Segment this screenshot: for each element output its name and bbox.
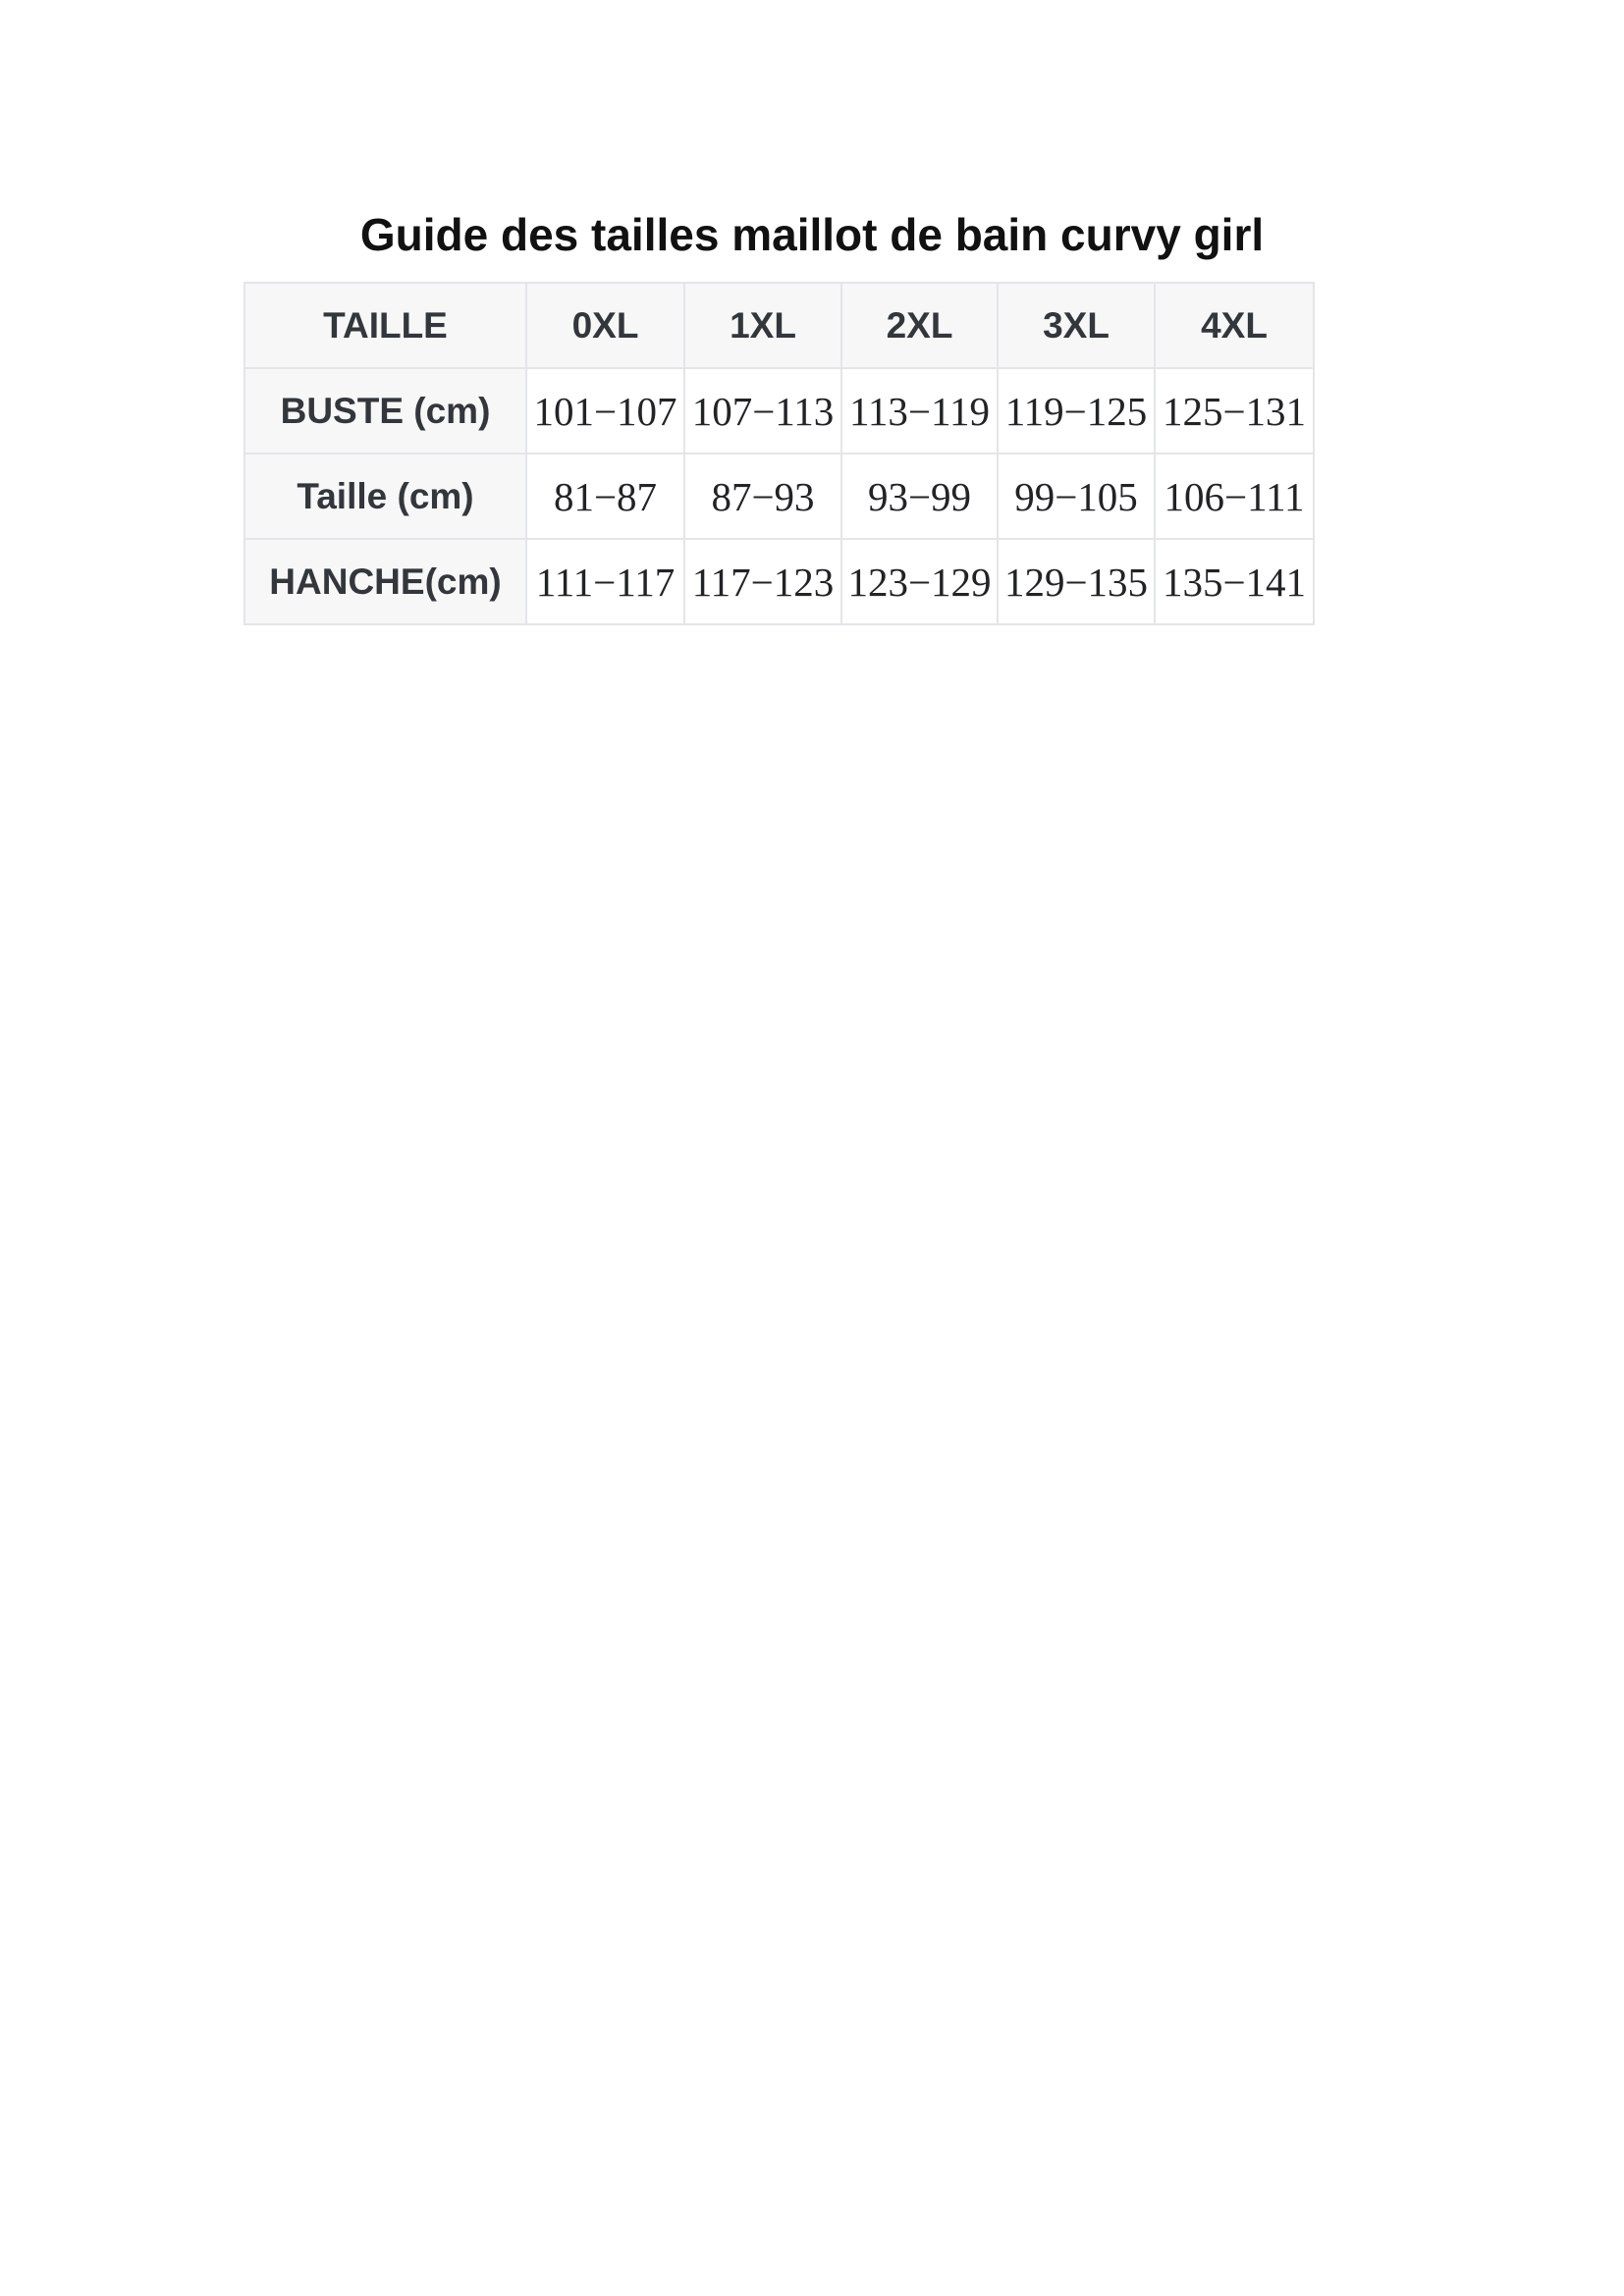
cell-hanche-0xl: 111−117 (526, 539, 684, 624)
cell-buste-0xl: 101−107 (526, 368, 684, 454)
row-label-buste: BUSTE (cm) (244, 368, 526, 454)
cell-taille-4xl: 106−111 (1155, 454, 1314, 539)
cell-hanche-4xl: 135−141 (1155, 539, 1314, 624)
table-header-row (244, 283, 1314, 368)
table-row-buste (244, 368, 1314, 454)
table-row-taille (244, 454, 1314, 539)
row-label-hanche: HANCHE(cm) (244, 539, 526, 624)
cell-taille-1xl: 87−93 (684, 454, 841, 539)
header-cell-taille: TAILLE (244, 283, 526, 368)
header-cell-2xl: 2XL (841, 283, 998, 368)
cell-hanche-2xl: 123−129 (841, 539, 998, 624)
page-title: Guide des tailles maillot de bain curvy girl (359, 209, 1265, 260)
cell-buste-3xl: 119−125 (998, 368, 1155, 454)
size-guide-table (244, 282, 1315, 625)
header-cell-3xl: 3XL (998, 283, 1155, 368)
cell-taille-2xl: 93−99 (841, 454, 998, 539)
header-cell-4xl: 4XL (1155, 283, 1314, 368)
header-cell-0xl: 0XL (526, 283, 684, 368)
cell-taille-0xl: 81−87 (526, 454, 684, 539)
cell-hanche-3xl: 129−135 (998, 539, 1155, 624)
header-cell-1xl: 1XL (684, 283, 841, 368)
cell-buste-4xl: 125−131 (1155, 368, 1314, 454)
cell-hanche-1xl: 117−123 (684, 539, 841, 624)
cell-taille-3xl: 99−105 (998, 454, 1155, 539)
table-row-hanche (244, 539, 1314, 624)
cell-buste-2xl: 113−119 (841, 368, 998, 454)
row-label-taille: Taille (cm) (244, 454, 526, 539)
cell-buste-1xl: 107−113 (684, 368, 841, 454)
